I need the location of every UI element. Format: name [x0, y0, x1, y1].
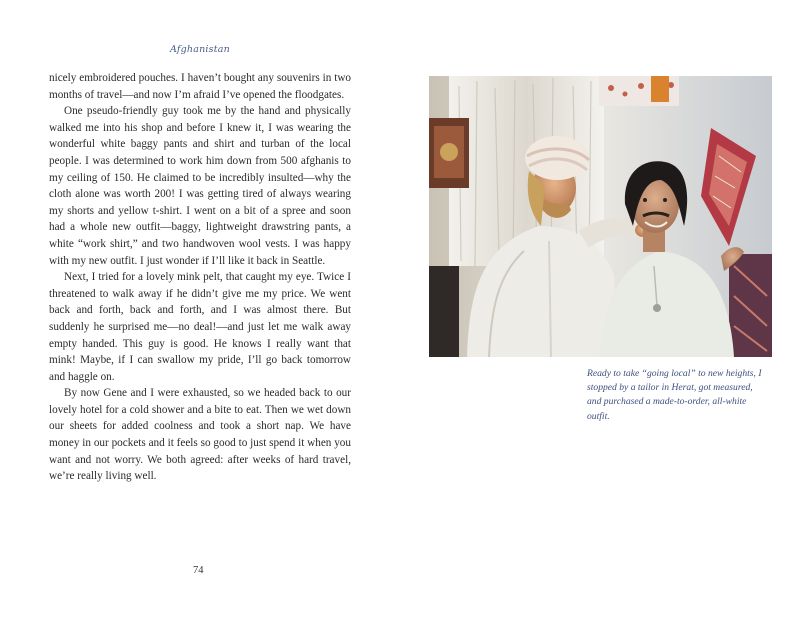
paragraph: By now Gene and I were exhausted, so we headed back to our lovely hotel for a cold shower and a bite to eat. Then we wet down our sheets for added coolness and took a short nap. We have money in our pockets and it feels so good to just spend it when you want and not worry. We both agreed: after weeks of hard travel, we’re really living well. — [49, 387, 351, 483]
photo-caption: Ready to take “going local” to new heights, I stopped by a tailor in Herat, got measured, and purchased a made-to-order, all-white outfit. — [587, 368, 762, 422]
page-number: 74 — [193, 565, 204, 576]
paragraph: nicely embroidered pouches. I haven’t bought any souvenirs in two months of travel—and now I’m afraid I’ve opened the floodgates. — [49, 72, 351, 101]
body-text — [49, 70, 351, 485]
running-head: Afghanistan — [170, 44, 230, 55]
photo-illustration — [429, 76, 772, 357]
photo-two-men-in-shop — [429, 76, 772, 357]
paragraph: Next, I tried for a lovely mink pelt, that caught my eye. Twice I threatened to walk away if he didn’t give me my price. We went back and forth, back and forth, and I was almost there. But suddenly he surprised me—no deal!—and just let me walk away empty handed. This guy is good. He knows I really want that mink! Maybe, if I can swallow my pride, I’ll go back tomorrow and haggle on. — [49, 271, 351, 383]
paragraph: One pseudo-friendly guy took me by the hand and physically walked me into his shop and before I knew it, I was wearing the wonderful white baggy pants and shirt and turban of the local people. I was determined to work him down from 500 afghanis to my ceiling of 150. He claimed to be incredibly insulted—why the cloth alone was worth 200! I was getting tired of always wearing my shorts and yellow t-shirt. I went on a bit of a spree and soon had a whole new outfit—baggy, lightweight drawstring pants, a white “work shirt,” and two handwoven wool vests. I was happy with my new outfit. I just wonder if I’ll like it back in Seattle. — [49, 105, 351, 267]
